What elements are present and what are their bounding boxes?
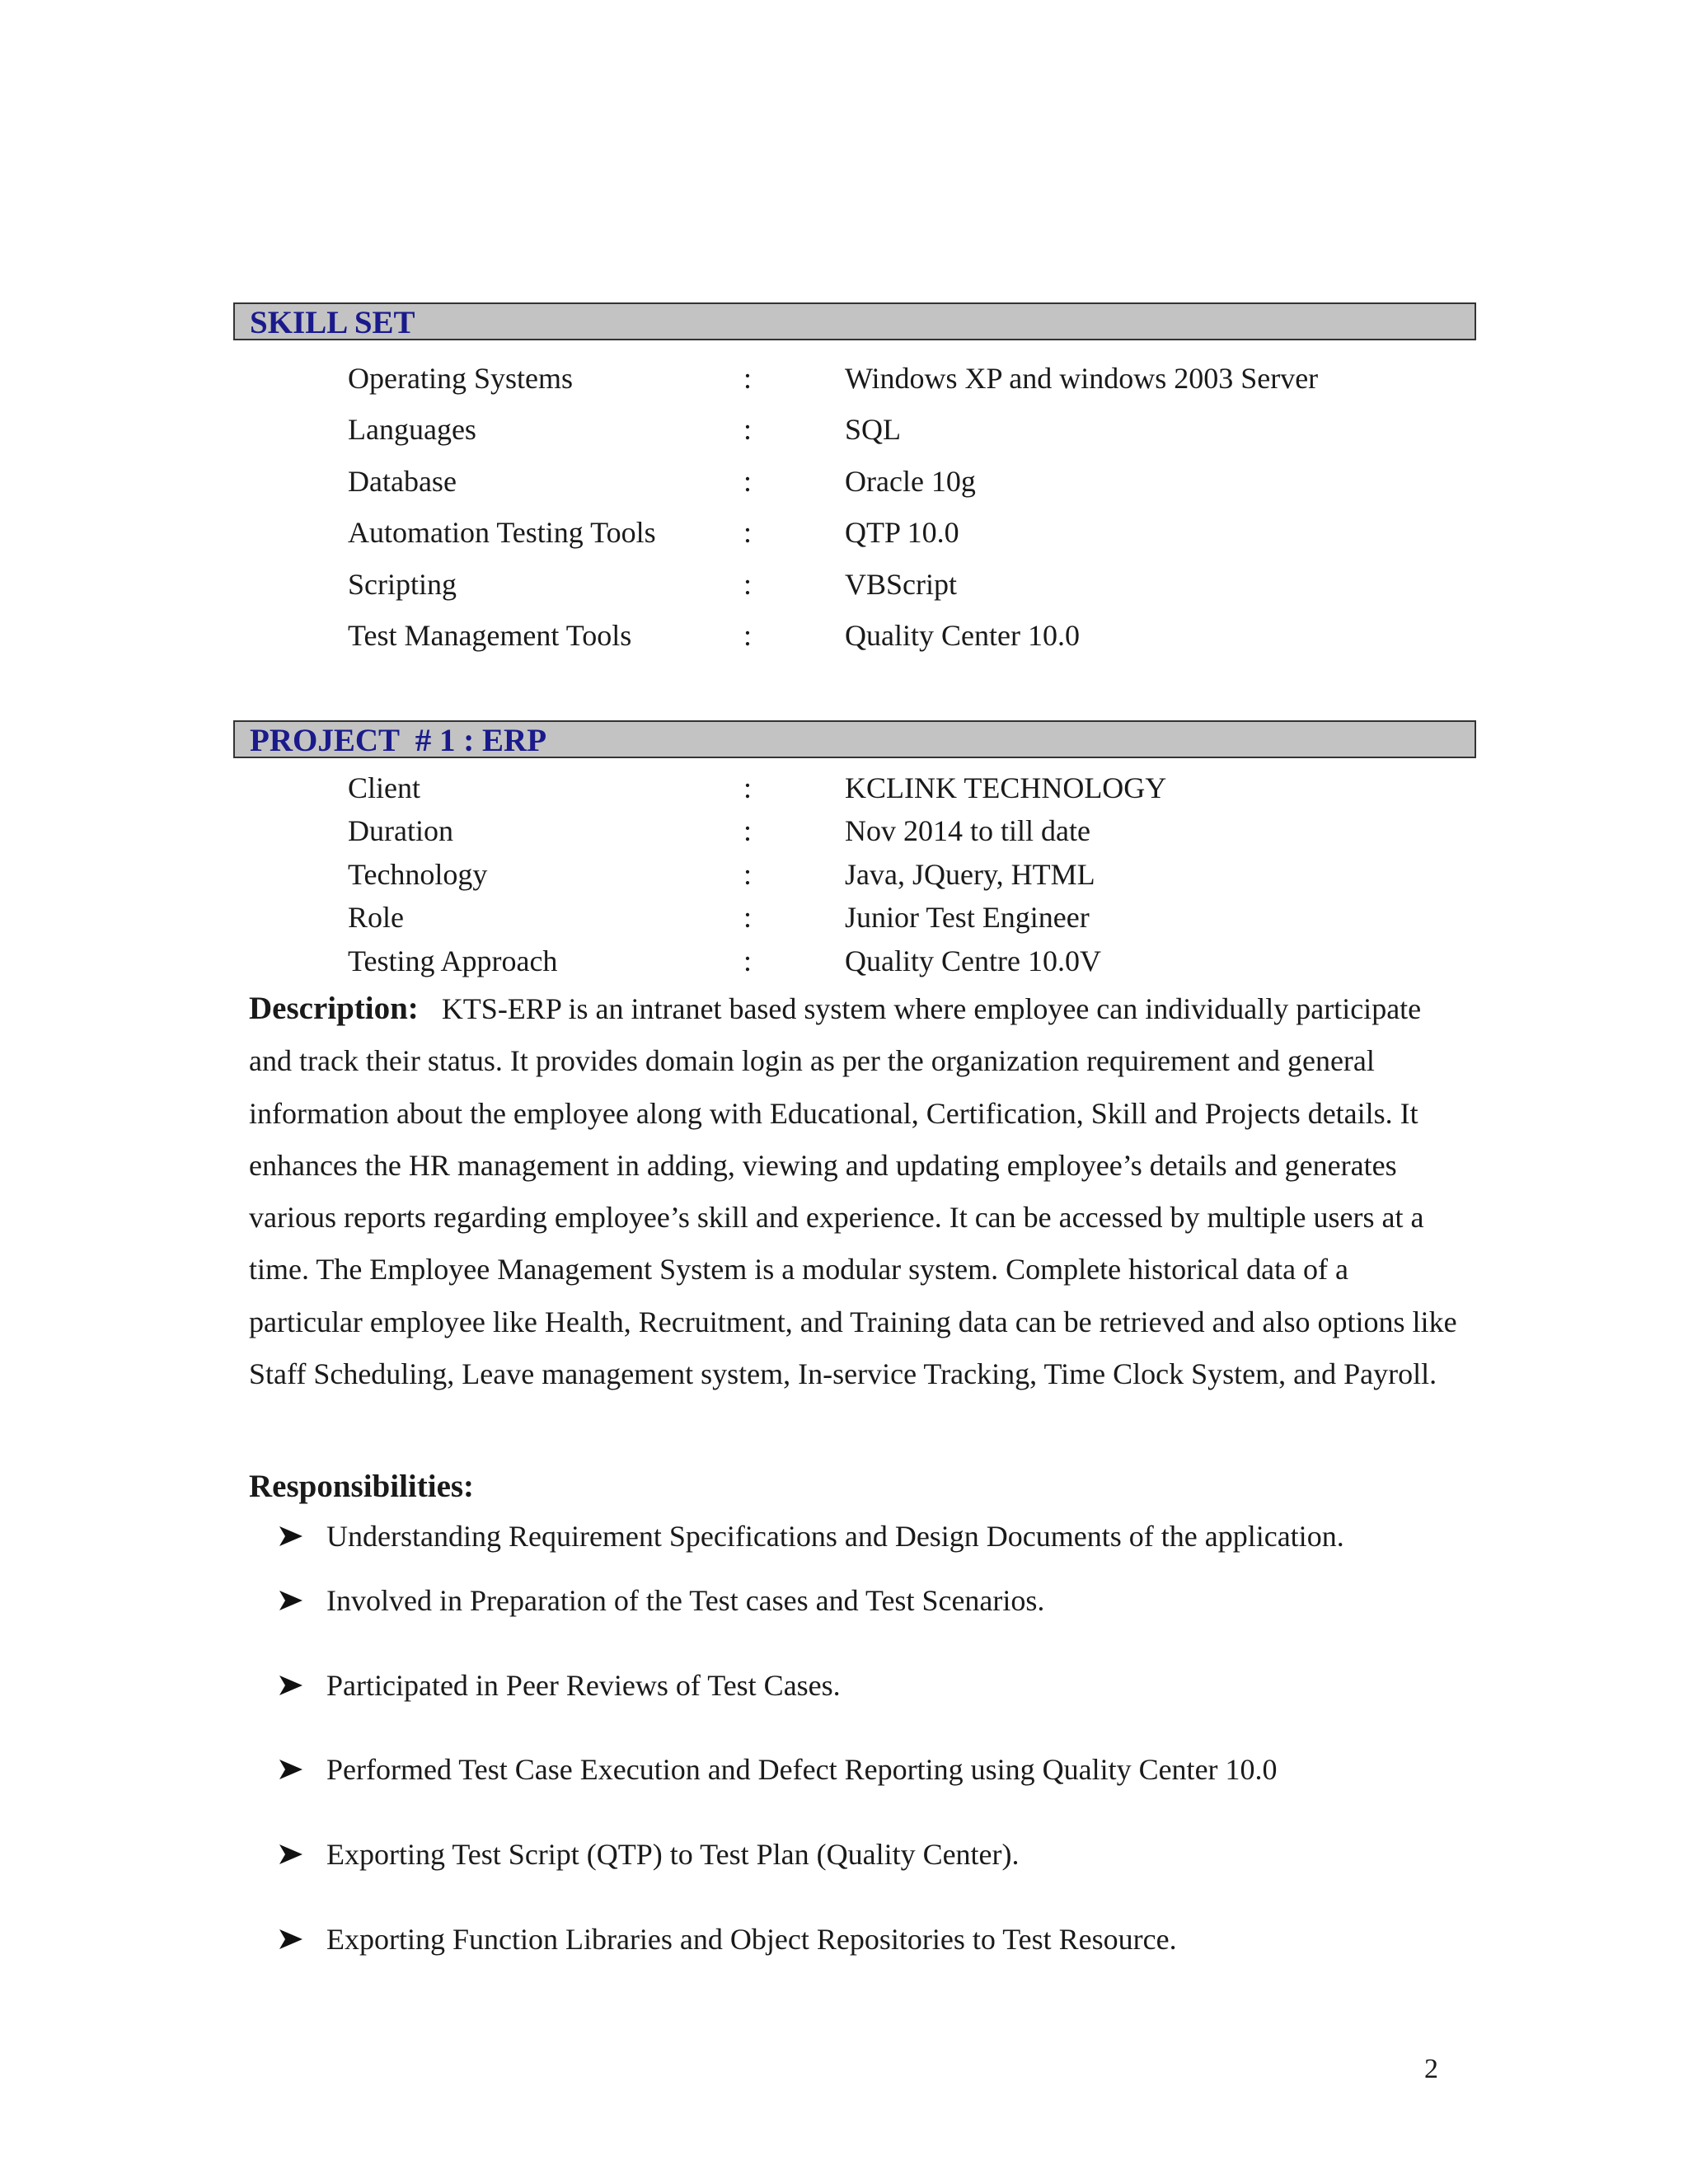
skill-value: SQL — [845, 413, 902, 446]
skill-label: Automation Testing Tools — [348, 516, 656, 549]
skill-value: Oracle 10g — [845, 465, 976, 498]
project-colon: : — [743, 901, 753, 934]
project-label: Technology — [348, 858, 488, 891]
arrowhead-bullet-icon — [277, 1921, 305, 1957]
responsibility-text: Involved in Preparation of the Test cases and Test Scenarios. — [326, 1584, 1045, 1617]
responsibilities-heading: Responsibilities: — [249, 1469, 475, 1504]
arrowhead-bullet-icon — [277, 1751, 305, 1788]
project-colon: : — [743, 858, 753, 891]
skill-value: VBScript — [845, 568, 958, 601]
skill-colon: : — [743, 465, 753, 498]
skill-colon: : — [743, 516, 753, 549]
project-value: KCLINK TECHNOLOGY — [845, 771, 1167, 804]
arrowhead-bullet-icon — [277, 1836, 305, 1872]
project-header — [233, 720, 1476, 758]
page-number: 2 — [1424, 2054, 1438, 2084]
project-colon: : — [743, 771, 753, 804]
skill-value: QTP 10.0 — [845, 516, 959, 549]
responsibility-text: Participated in Peer Reviews of Test Cases. — [326, 1669, 841, 1702]
arrowhead-bullet-icon — [277, 1582, 305, 1619]
skill-colon: : — [743, 568, 753, 601]
skill-colon: : — [743, 619, 753, 652]
responsibility-text: Performed Test Case Execution and Defect Reporting using Quality Center 10.0 — [326, 1753, 1278, 1786]
skill-value: Windows XP and windows 2003 Server — [845, 362, 1319, 395]
skill-label: Test Management Tools — [348, 619, 632, 652]
project-value: Junior Test Engineer — [845, 901, 1090, 934]
project-value: Quality Centre 10.0V — [845, 944, 1101, 977]
responsibility-text: Understanding Requirement Specifications and Design Documents of the application. — [326, 1520, 1344, 1553]
skill-colon: : — [743, 362, 753, 395]
project-title: PROJECT # 1 : ERP — [250, 723, 547, 758]
arrowhead-bullet-icon — [277, 1518, 305, 1554]
responsibility-text: Exporting Test Script (QTP) to Test Plan (Quality Center). — [326, 1838, 1020, 1871]
skill-label: Scripting — [348, 568, 457, 601]
skill-label: Database — [348, 465, 457, 498]
project-label: Role — [348, 901, 404, 934]
skill-set-title: SKILL SET — [250, 305, 415, 340]
project-value: Nov 2014 to till date — [845, 814, 1090, 847]
responsibility-text: Exporting Function Libraries and Object Repositories to Test Resource. — [326, 1923, 1177, 1956]
project-description — [249, 982, 1461, 1400]
skill-label: Operating Systems — [348, 362, 573, 395]
project-colon: : — [743, 814, 753, 847]
description-label: Description: — [249, 991, 419, 1026]
skill-set-header — [233, 302, 1476, 340]
project-value: Java, JQuery, HTML — [845, 858, 1095, 891]
skill-colon: : — [743, 413, 753, 446]
project-label: Testing Approach — [348, 944, 558, 977]
project-label: Client — [348, 771, 420, 804]
skill-label: Languages — [348, 413, 476, 446]
project-label: Duration — [348, 814, 453, 847]
description-text: KTS-ERP is an intranet based system where employee can individually participate and track their status. It provides domain login as per the organization requirement and general information about the employee along with Educational, Certification, Skill and Projects details. It enhances the HR management in adding, viewing and updating employee’s details and generates various reports regarding employee’s skill and experience. It can be accessed by multiple users at a time. The Employee Management System is a modular system. Complete historical data of a particular employee like Health, Recruitment, and Training data can be retrieved and also options like Staff Scheduling, Leave management system, In-service Tracking, Time Clock System, and Payroll. — [249, 992, 1457, 1391]
arrowhead-bullet-icon — [277, 1667, 305, 1704]
project-colon: : — [743, 944, 753, 977]
skill-value: Quality Center 10.0 — [845, 619, 1080, 652]
